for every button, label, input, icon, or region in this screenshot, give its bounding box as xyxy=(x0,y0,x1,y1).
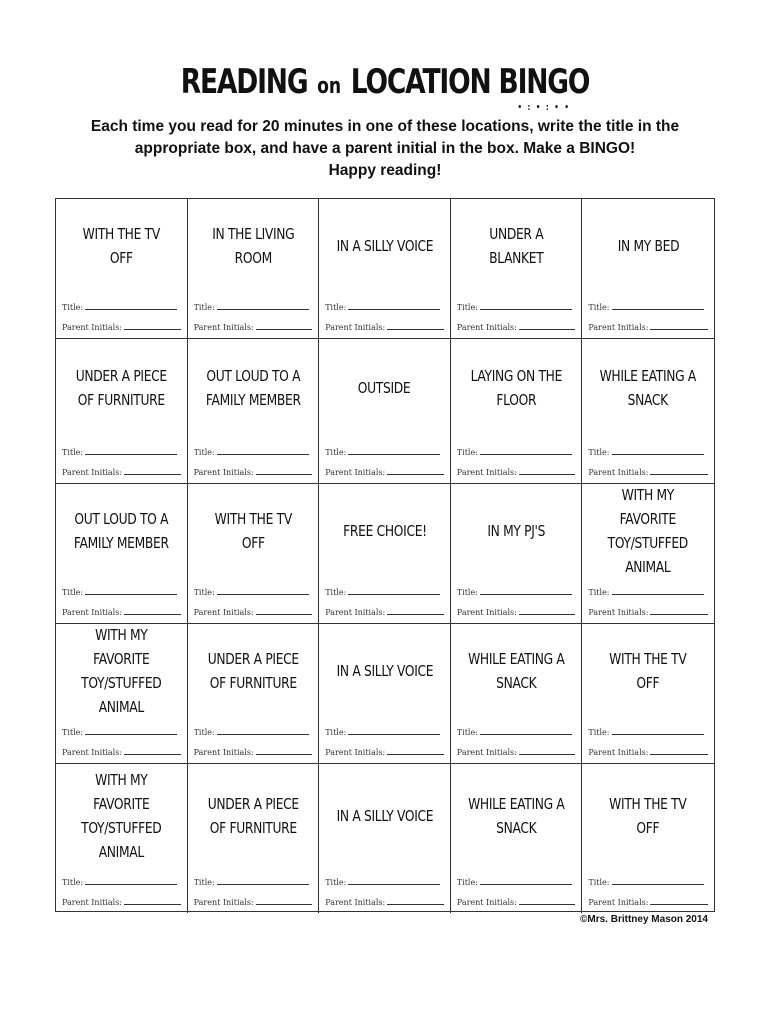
bingo-cell[interactable] xyxy=(188,764,320,913)
cell-location-label: OUT LOUD TO A FAMILY MEMBER xyxy=(205,367,301,409)
parent-initials-field[interactable]: Parent Initials: xyxy=(588,748,708,757)
cell-location-label: WITH THE TV OFF xyxy=(214,509,292,552)
cell-location-label: IN MY PJ'S xyxy=(487,521,545,540)
parent-initials-field[interactable]: Parent Initials: xyxy=(588,608,708,617)
parent-initials-field[interactable]: Parent Initials: xyxy=(457,323,576,332)
cell-location-label: OUT LOUD TO A FAMILY MEMBER xyxy=(73,509,169,552)
parent-initials-field[interactable]: Parent Initials: xyxy=(194,468,313,477)
cell-location-label: IN A SILLY VOICE xyxy=(336,236,433,255)
cell-location-label: WITH THE TV OFF xyxy=(82,224,160,267)
cell-location-label: IN THE LIVING ROOM xyxy=(211,224,294,267)
parent-initials-field[interactable]: Parent Initials: xyxy=(194,748,313,757)
parent-initials-field[interactable]: Parent Initials: xyxy=(62,898,181,907)
parent-initials-field[interactable]: Parent Initials: xyxy=(457,898,576,907)
cell-location-label: WITH THE TV OFF xyxy=(609,794,687,837)
title-field[interactable]: Title: xyxy=(194,878,313,887)
title-field[interactable]: Title: xyxy=(62,588,181,597)
parent-initials-field[interactable]: Parent Initials: xyxy=(62,748,181,757)
cell-location-label: IN MY BED xyxy=(617,236,679,255)
parent-initials-field[interactable]: Parent Initials: xyxy=(325,748,444,757)
parent-initials-field[interactable]: Parent Initials: xyxy=(325,323,444,332)
title-field[interactable]: Title: xyxy=(457,728,576,737)
cell-location-label: WHILE EATING A SNACK xyxy=(599,367,697,409)
bingo-cell[interactable] xyxy=(451,199,583,339)
bingo-cell[interactable] xyxy=(56,764,188,913)
title-field[interactable]: Title: xyxy=(194,588,313,597)
cell-location-label: UNDER A BLANKET xyxy=(488,224,544,267)
cell-location-label: WHILE EATING A SNACK xyxy=(467,794,565,837)
title-on: on xyxy=(317,74,342,99)
title-field[interactable]: Title: xyxy=(457,878,576,887)
title-field[interactable]: Title: xyxy=(457,448,576,457)
title-field[interactable]: Title: xyxy=(588,728,708,737)
title-field[interactable]: Title: xyxy=(457,588,576,597)
bingo-cell[interactable] xyxy=(582,339,714,484)
cell-location-label: UNDER A PIECE OF FURNITURE xyxy=(207,649,299,692)
bingo-cell[interactable] xyxy=(56,484,188,624)
bingo-cell[interactable] xyxy=(451,624,583,764)
title-field[interactable]: Title: xyxy=(62,448,181,457)
cell-location-label: WITH MY FAVORITE TOY/STUFFED ANIMAL xyxy=(608,485,689,576)
bingo-cell[interactable] xyxy=(188,339,320,484)
title-field[interactable]: Title: xyxy=(62,303,181,312)
bingo-cell[interactable] xyxy=(319,764,451,913)
bingo-cell[interactable] xyxy=(319,199,451,339)
cell-location-label: WHILE EATING A SNACK xyxy=(467,649,565,692)
cell-location-label: WITH MY FAVORITE TOY/STUFFED ANIMAL xyxy=(81,770,162,861)
cell-location-label: UNDER A PIECE OF FURNITURE xyxy=(207,794,299,837)
copyright: ©Mrs. Brittney Mason 2014 xyxy=(580,914,708,925)
parent-initials-field[interactable]: Parent Initials: xyxy=(588,323,708,332)
instructions-line-1: Each time you read for 20 minutes in one of these locations, write the title in the xyxy=(90,118,680,135)
cell-location-label: IN A SILLY VOICE xyxy=(336,661,433,680)
parent-initials-field[interactable]: Parent Initials: xyxy=(457,608,576,617)
parent-initials-field[interactable]: Parent Initials: xyxy=(457,468,576,477)
title-field[interactable]: Title: xyxy=(325,728,444,737)
parent-initials-field[interactable]: Parent Initials: xyxy=(325,608,444,617)
title-reading: READING xyxy=(180,62,308,102)
parent-initials-field[interactable]: Parent Initials: xyxy=(325,898,444,907)
cell-location-label: OUTSIDE xyxy=(358,379,411,397)
cell-location-label: WITH MY FAVORITE TOY/STUFFED ANIMAL xyxy=(81,625,162,716)
parent-initials-field[interactable]: Parent Initials: xyxy=(588,898,708,907)
bingo-cell[interactable] xyxy=(188,199,320,339)
parent-initials-field[interactable]: Parent Initials: xyxy=(588,468,708,477)
bingo-grid xyxy=(55,198,715,912)
parent-initials-field[interactable]: Parent Initials: xyxy=(62,608,181,617)
cell-location-label: IN A SILLY VOICE xyxy=(336,806,433,825)
title-field[interactable]: Title: xyxy=(194,728,313,737)
bingo-cell[interactable] xyxy=(319,339,451,484)
bingo-cell[interactable] xyxy=(582,624,714,764)
title-field[interactable]: Title: xyxy=(325,448,444,457)
bingo-cell[interactable] xyxy=(56,199,188,339)
title-field[interactable]: Title: xyxy=(588,448,708,457)
title-field[interactable]: Title: xyxy=(62,878,181,887)
parent-initials-field[interactable]: Parent Initials: xyxy=(194,608,313,617)
title-location: LOCATION xyxy=(350,62,491,102)
bingo-cell[interactable] xyxy=(582,199,714,339)
bingo-cell[interactable] xyxy=(188,484,320,624)
cell-location-label: FREE CHOICE! xyxy=(342,521,427,540)
bingo-cell[interactable] xyxy=(56,624,188,764)
instructions-line-3: Happy reading! xyxy=(328,162,442,179)
bingo-cell[interactable] xyxy=(582,484,714,624)
title-field[interactable]: Title: xyxy=(325,588,444,597)
bingo-cell[interactable] xyxy=(56,339,188,484)
title-field[interactable]: Title: xyxy=(457,303,576,312)
page-title xyxy=(85,62,686,102)
parent-initials-field[interactable]: Parent Initials: xyxy=(62,323,181,332)
bingo-cell[interactable] xyxy=(582,764,714,913)
bingo-cell[interactable] xyxy=(188,624,320,764)
cell-location-label: UNDER A PIECE OF FURNITURE xyxy=(75,367,167,409)
title-field[interactable]: Title: xyxy=(194,448,313,457)
title-field[interactable]: Title: xyxy=(588,303,708,312)
parent-initials-field[interactable]: Parent Initials: xyxy=(457,748,576,757)
cell-location-label: LAYING ON THE FLOOR xyxy=(470,367,562,409)
title-bingo: BINGO • : • : • • xyxy=(499,62,590,102)
bingo-cell[interactable] xyxy=(451,484,583,624)
bingo-cell[interactable] xyxy=(451,339,583,484)
bingo-cell[interactable] xyxy=(451,764,583,913)
parent-initials-field[interactable]: Parent Initials: xyxy=(194,323,313,332)
title-field[interactable]: Title: xyxy=(588,878,708,887)
parent-initials-field[interactable]: Parent Initials: xyxy=(325,468,444,477)
parent-initials-field[interactable]: Parent Initials: xyxy=(194,898,313,907)
title-field[interactable]: Title: xyxy=(325,878,444,887)
title-field[interactable]: Title: xyxy=(194,303,313,312)
instructions-line-2: appropriate box, and have a parent initial in the box. Make a BINGO! xyxy=(134,140,636,157)
title-field[interactable]: Title: xyxy=(325,303,444,312)
instructions xyxy=(60,116,710,182)
bingo-cell[interactable] xyxy=(319,484,451,624)
title-field[interactable]: Title: xyxy=(588,588,708,597)
title-field[interactable]: Title: xyxy=(62,728,181,737)
bingo-cell[interactable] xyxy=(319,624,451,764)
parent-initials-field[interactable]: Parent Initials: xyxy=(62,468,181,477)
cell-location-label: WITH THE TV OFF xyxy=(609,649,687,692)
